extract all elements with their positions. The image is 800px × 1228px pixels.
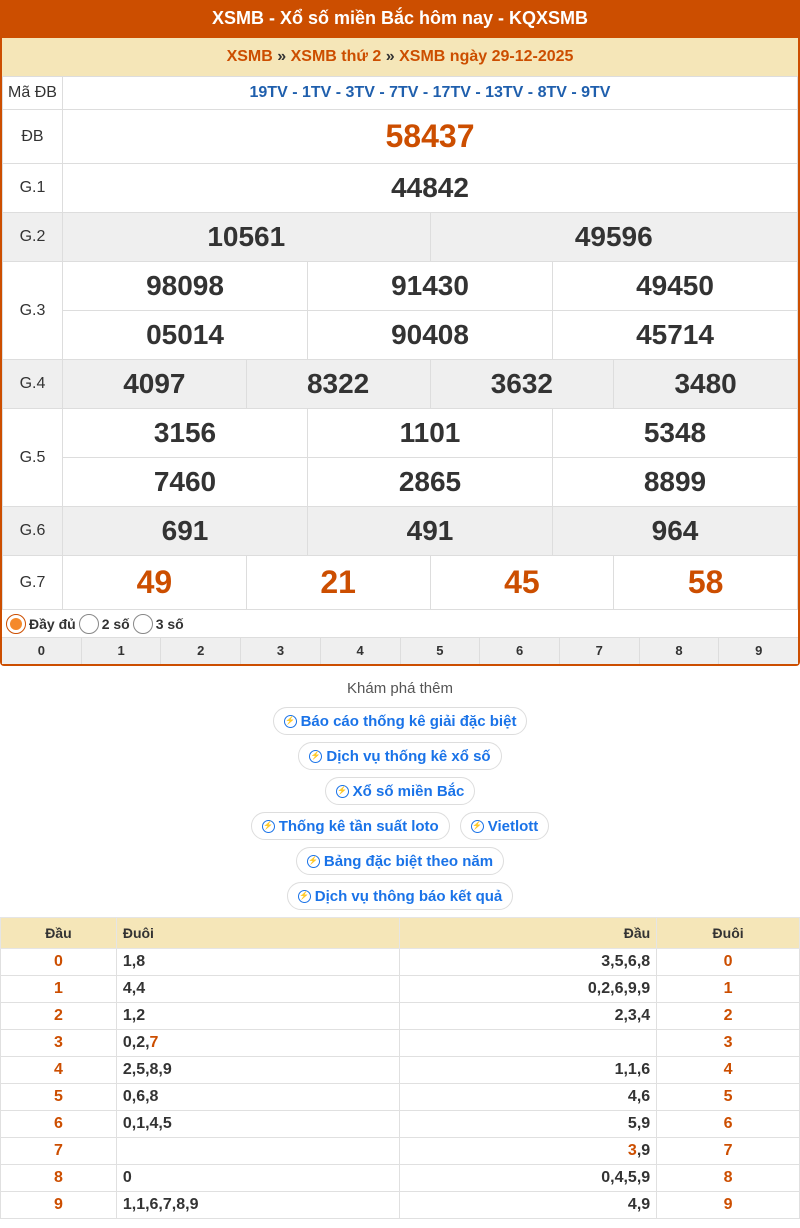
loto-header-dau2: Đầu <box>399 918 657 949</box>
bolt-icon: ⚡ <box>471 820 484 833</box>
explore-link-special-report[interactable]: ⚡ Báo cáo thống kê giải đặc biệt <box>273 707 528 735</box>
bolt-icon: ⚡ <box>307 855 320 868</box>
table-row: 2 1,2 2,3,4 2 <box>1 1003 800 1030</box>
explore-title: Khám phá thêm <box>347 680 453 697</box>
prize-g7: 49 <box>63 556 247 610</box>
prize-g7: 45 <box>430 556 614 610</box>
radio-three-digits-label[interactable]: 3 số <box>155 615 184 632</box>
breadcrumb-xsmb-date[interactable]: XSMB ngày 29-12-2025 <box>399 48 574 65</box>
explore-link-xsmb[interactable]: ⚡ Xổ số miền Bắc <box>325 777 476 805</box>
bolt-icon: ⚡ <box>284 715 297 728</box>
prize-g5: 8899 <box>553 458 798 507</box>
radio-two-digits-label[interactable]: 2 số <box>101 615 130 632</box>
breadcrumb-separator: » <box>277 48 287 65</box>
prize-g6: 964 <box>553 507 798 556</box>
table-row: 6 0,1,4,5 5,9 6 <box>1 1111 800 1138</box>
breadcrumb <box>2 38 798 76</box>
prize-g5: 2865 <box>308 458 553 507</box>
bolt-icon: ⚡ <box>298 890 311 903</box>
prize-g4: 3480 <box>614 360 798 409</box>
digit-filter-5[interactable]: 5 <box>401 638 481 664</box>
g5-label: G.5 <box>3 409 63 507</box>
g3-label: G.3 <box>3 262 63 360</box>
digit-filter-8[interactable]: 8 <box>640 638 720 664</box>
bolt-icon: ⚡ <box>262 820 275 833</box>
loto-table <box>0 917 800 1219</box>
prize-g5: 3156 <box>63 409 308 458</box>
ma-db-label: Mã ĐB <box>3 77 63 110</box>
prize-g7: 58 <box>614 556 798 610</box>
db-label: ĐB <box>3 110 63 164</box>
table-row: 3 0,2,7 3 <box>1 1030 800 1057</box>
g7-label: G.7 <box>3 556 63 610</box>
radio-two-digits[interactable] <box>79 614 99 634</box>
digit-filter-7[interactable]: 7 <box>560 638 640 664</box>
breadcrumb-xsmb-thu2[interactable]: XSMB thứ 2 <box>290 48 382 65</box>
g6-label: G.6 <box>3 507 63 556</box>
prize-g4: 3632 <box>430 360 614 409</box>
digit-filter-9[interactable]: 9 <box>755 643 763 658</box>
explore-link-stats-service[interactable]: ⚡ Dịch vụ thống kê xổ số <box>298 742 501 770</box>
explore-link-yearly-table[interactable]: ⚡ Bảng đặc biệt theo năm <box>296 847 504 875</box>
loto-header-duoi2: Đuôi <box>657 918 800 949</box>
radio-full[interactable] <box>6 614 26 634</box>
explore-link-loto-frequency[interactable]: ⚡ Thống kê tần suất loto <box>251 812 450 840</box>
prize-g5: 7460 <box>63 458 308 507</box>
digit-filter-2[interactable]: 2 <box>161 638 241 664</box>
bolt-icon: ⚡ <box>309 750 322 763</box>
breadcrumb-xsmb[interactable]: XSMB <box>226 48 273 65</box>
digit-filter-6[interactable]: 6 <box>480 638 560 664</box>
prize-g3: 91430 <box>308 262 553 311</box>
radio-three-digits[interactable] <box>133 614 153 634</box>
prize-g6: 691 <box>63 507 308 556</box>
digit-filter <box>2 638 798 664</box>
g1-label: G.1 <box>3 164 63 213</box>
prize-g6: 491 <box>308 507 553 556</box>
prize-g4: 4097 <box>63 360 247 409</box>
bolt-icon: ⚡ <box>336 785 349 798</box>
table-row: 8 0 0,4,5,9 8 <box>1 1165 800 1192</box>
table-row: 0 1,8 3,5,6,8 0 <box>1 949 800 976</box>
prize-g2: 10561 <box>63 213 431 262</box>
g4-label: G.4 <box>3 360 63 409</box>
breadcrumb-separator: » <box>385 48 395 65</box>
explore-link-vietlott[interactable]: ⚡ Vietlott <box>460 812 550 840</box>
digit-filter-3[interactable]: 3 <box>241 638 321 664</box>
prize-db: 58437 <box>63 110 798 164</box>
digit-filter-1[interactable]: 1 <box>82 638 162 664</box>
table-row: 4 2,5,8,9 1,1,6 4 <box>1 1057 800 1084</box>
loto-header-duoi: Đuôi <box>116 918 399 949</box>
prize-g5: 5348 <box>553 409 798 458</box>
digit-filter-0[interactable]: 0 <box>2 638 82 664</box>
prize-g4: 8322 <box>246 360 430 409</box>
table-row: 1 4,4 0,2,6,9,9 1 <box>1 976 800 1003</box>
prize-g2: 49596 <box>430 213 798 262</box>
table-row: 5 0,6,8 4,6 5 <box>1 1084 800 1111</box>
prize-g7: 21 <box>246 556 430 610</box>
prize-g3: 45714 <box>553 311 798 360</box>
prize-g3: 49450 <box>553 262 798 311</box>
prize-g3: 05014 <box>63 311 308 360</box>
explore-section <box>0 680 800 910</box>
table-row: 7 3,9 7 <box>1 1138 800 1165</box>
g2-label: G.2 <box>3 213 63 262</box>
display-options <box>2 610 798 638</box>
results-table <box>2 76 798 610</box>
table-row: 9 1,1,6,7,8,9 4,9 9 <box>1 1192 800 1219</box>
explore-link-notify-service[interactable]: ⚡ Dịch vụ thông báo kết quả <box>287 882 514 910</box>
digit-filter-4[interactable]: 4 <box>321 638 401 664</box>
prize-g5: 1101 <box>308 409 553 458</box>
page-title: XSMB - Xổ số miền Bắc hôm nay - KQXSMB <box>0 0 800 38</box>
radio-full-label[interactable]: Đầy đủ <box>29 615 76 632</box>
prize-g3: 98098 <box>63 262 308 311</box>
loto-header-dau: Đầu <box>1 918 117 949</box>
prize-g3: 90408 <box>308 311 553 360</box>
prize-g1: 44842 <box>63 164 798 213</box>
ma-db-value: 19TV - 1TV - 3TV - 7TV - 17TV - 13TV - 8TV - 9TV <box>63 77 798 110</box>
